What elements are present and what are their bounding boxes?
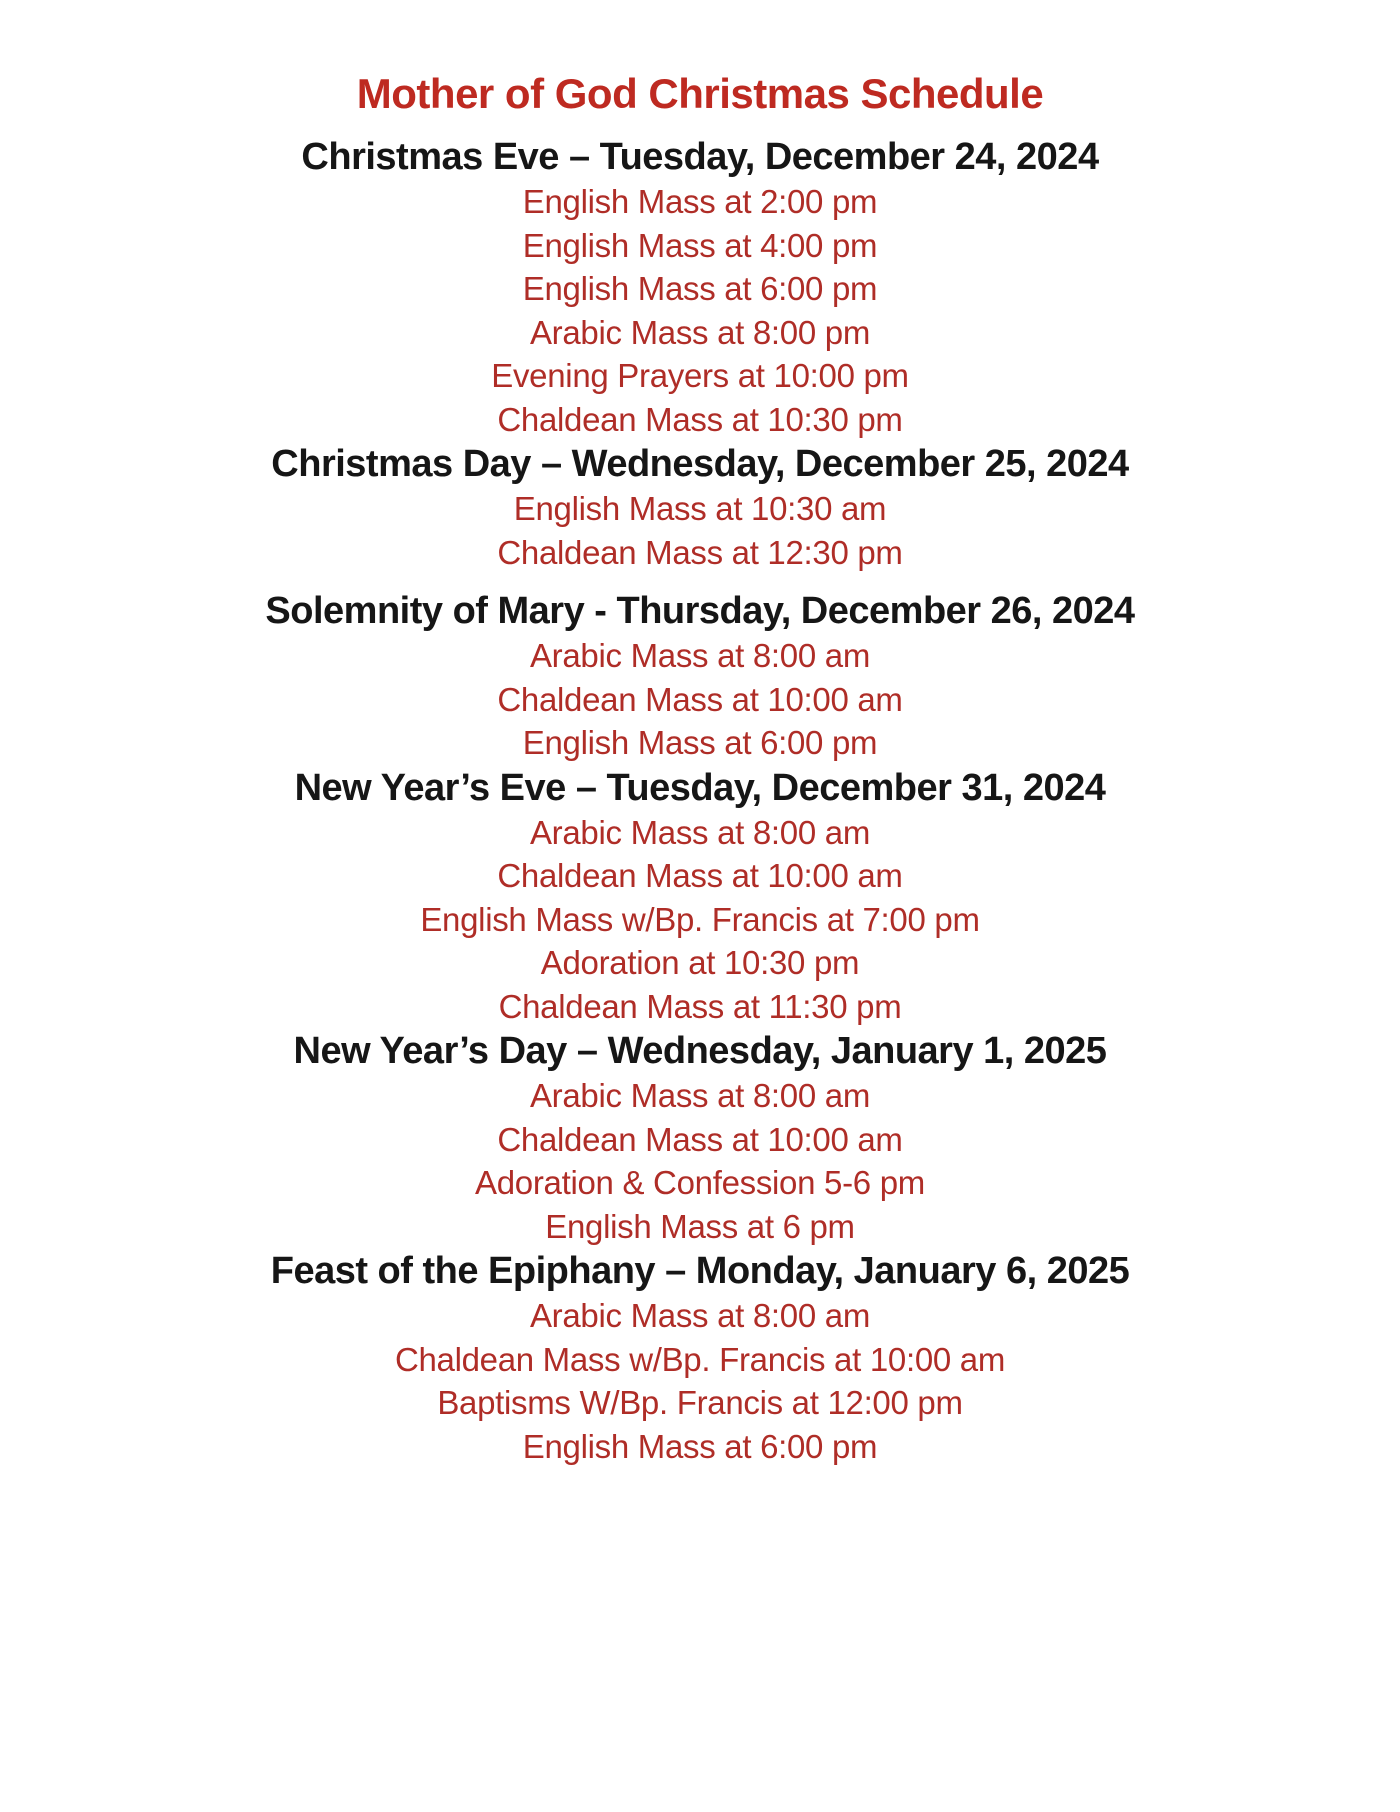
event-line: Arabic Mass at 8:00 am bbox=[529, 637, 871, 674]
event-line: English Mass w/Bp. Francis at 7:00 pm bbox=[420, 900, 980, 938]
section-heading: New Year’s Day – Wednesday, January 1, 2025 bbox=[293, 1030, 1107, 1072]
event-line: English Mass at 6:00 pm bbox=[522, 270, 878, 307]
event-line: Chaldean Mass at 10:00 am bbox=[497, 1120, 903, 1158]
event-line: Chaldean Mass w/Bp. Francis at 10:00 am bbox=[394, 1340, 1006, 1378]
event-line: Evening Prayers at 10:00 pm bbox=[491, 357, 909, 394]
event-line: Chaldean Mass at 12:30 pm bbox=[497, 533, 903, 571]
event-line: Adoration & Confession 5-6 pm bbox=[475, 1164, 925, 1201]
event-line: Arabic Mass at 8:00 pm bbox=[529, 313, 871, 351]
section-heading: Christmas Day – Wednesday, December 25, 2024 bbox=[271, 443, 1129, 485]
section-heading: Feast of the Epiphany – Monday, January 6, 2025 bbox=[270, 1250, 1130, 1292]
event-line: Chaldean Mass at 10:30 pm bbox=[497, 400, 903, 438]
schedule-section bbox=[0, 441, 1400, 574]
event-line: Adoration at 10:30 pm bbox=[540, 944, 860, 981]
event-line: English Mass at 4:00 pm bbox=[522, 226, 878, 264]
event-line: Chaldean Mass at 11:30 pm bbox=[498, 987, 902, 1025]
section-heading: Christmas Eve – Tuesday, December 24, 2024 bbox=[301, 136, 1099, 178]
event-line: Arabic Mass at 8:00 am bbox=[529, 813, 871, 851]
event-line: English Mass at 2:00 pm bbox=[522, 183, 878, 220]
schedule-section bbox=[0, 1028, 1400, 1248]
schedule-section bbox=[0, 134, 1400, 441]
section-heading: Solemnity of Mary - Thursday, December 26, 2024 bbox=[265, 590, 1135, 632]
schedule-section bbox=[0, 588, 1400, 765]
page-title: Mother of God Christmas Schedule bbox=[356, 70, 1044, 117]
event-line: Arabic Mass at 8:00 am bbox=[529, 1077, 871, 1114]
schedule-sections bbox=[0, 134, 1400, 1468]
event-line: Chaldean Mass at 10:00 am bbox=[497, 857, 903, 894]
event-line: English Mass at 6 pm bbox=[545, 1207, 855, 1245]
event-line: English Mass at 6:00 pm bbox=[522, 724, 878, 761]
schedule-section bbox=[0, 765, 1400, 1029]
event-line: Chaldean Mass at 10:00 am bbox=[497, 680, 903, 718]
event-line: Baptisms W/Bp. Francis at 12:00 pm bbox=[437, 1384, 963, 1421]
schedule-section bbox=[0, 1248, 1400, 1468]
event-line: English Mass at 10:30 am bbox=[513, 490, 887, 527]
event-line: Arabic Mass at 8:00 am bbox=[529, 1297, 871, 1334]
section-heading: New Year’s Eve – Tuesday, December 31, 2024 bbox=[294, 766, 1106, 809]
event-line: English Mass at 6:00 pm bbox=[522, 1427, 878, 1465]
